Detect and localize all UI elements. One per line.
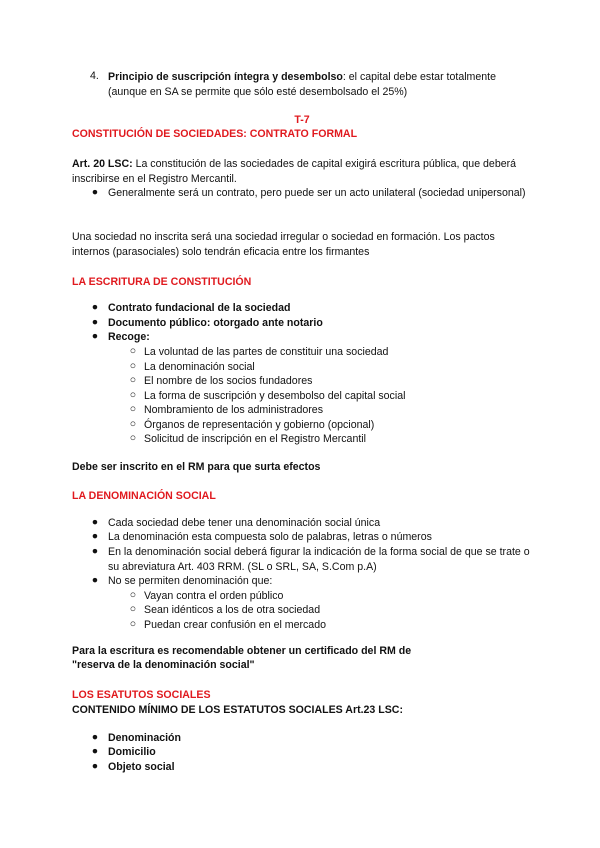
sub-list-item [128, 389, 528, 404]
sub-list-item-text: Nombramiento de los administradores [144, 404, 323, 416]
bullet-icon: ● [91, 745, 99, 757]
sub-list-item [128, 403, 528, 418]
topic-label: T-7 [294, 114, 310, 126]
sub-list-item-text: Órganos de representación y gobierno (opcional) [144, 419, 375, 431]
sub-list-item [128, 432, 528, 447]
sub-list-item [128, 603, 528, 618]
section-heading-denominacion: LA DENOMINACIÓN SOCIAL [72, 490, 216, 502]
sub-list-item [128, 374, 528, 389]
bullet-icon: ● [91, 330, 99, 342]
list-item [90, 186, 530, 201]
list-item-text: Generalmente será un contrato, pero puede ser un acto unilateral (sociedad unipersonal) [108, 187, 526, 199]
art20-label: Art. 20 LSC: [72, 158, 133, 170]
list-item-text: Domicilio [108, 746, 156, 758]
circle-bullet-icon: ○ [129, 603, 137, 615]
numbered-item-4 [90, 70, 530, 99]
certificate-note-line-1: Para la escritura es recomendable obtener un certificado del RM de [72, 645, 412, 657]
bullet-icon: ● [91, 530, 99, 542]
list-item-text: Recoge: [108, 331, 150, 343]
bullet-icon: ● [91, 574, 99, 586]
list-item-text: En la denominación social deberá figurar la indicación de la forma social de que se trate o su abreviatura Art. 403 RRM. (SL o SRL, SA, S.Com p.A) [108, 546, 530, 573]
sub-list-item-text: La denominación social [144, 361, 255, 373]
sub-list-item [128, 618, 528, 633]
irregular-society-paragraph: Una sociedad no inscrita será una sociedad irregular o sociedad en formación. Los pactos internos (parasociales) solo tendrán eficacia entre los firmantes [72, 231, 495, 258]
list-item-text: La denominación esta compuesta solo de palabras, letras o números [108, 531, 432, 543]
item-title: Principio de suscripción íntegra y desembolso [108, 71, 343, 83]
sub-list-item-text: La forma de suscripción y desembolso del capital social [144, 390, 406, 402]
list-item-text: Cada sociedad debe tener una denominación social única [108, 517, 381, 529]
bullet-icon: ● [91, 316, 99, 328]
item-number: 4. [90, 70, 99, 82]
sub-list-item [128, 360, 528, 375]
bullet-icon: ● [91, 760, 99, 772]
circle-bullet-icon: ○ [129, 589, 137, 601]
section-heading-estatutos: LOS ESATUTOS SOCIALES [72, 689, 211, 701]
list-item-text: Documento público: otorgado ante notario [108, 317, 323, 329]
registration-note: Debe ser inscrito en el RM para que surta efectos [72, 461, 321, 473]
list-item [90, 516, 530, 531]
sub-list-item [128, 589, 528, 604]
bullet-icon: ● [91, 545, 99, 557]
list-item [90, 731, 530, 746]
list-item-text: Denominación [108, 732, 181, 744]
bullet-icon: ● [91, 301, 99, 313]
estatutos-subheading: CONTENIDO MÍNIMO DE LOS ESTATUTOS SOCIALES Art.23 LSC: [72, 704, 403, 716]
bullet-icon: ● [91, 731, 99, 743]
sub-list-item-text: Sean idénticos a los de otra sociedad [144, 604, 321, 616]
circle-bullet-icon: ○ [129, 418, 137, 430]
list-item [90, 330, 530, 345]
circle-bullet-icon: ○ [129, 374, 137, 386]
bullet-icon: ● [91, 516, 99, 528]
item-body: : el capital debe estar totalmente (aunque en SA se permite que sólo esté desembolsado el 25%) [108, 71, 497, 98]
list-item-text: No se permiten denominación que: [108, 575, 273, 587]
art20-text: La constitución de las sociedades de capital exigirá escritura pública, que deberá inscribirse en el Registro Mercantil. [72, 158, 517, 185]
list-item [90, 545, 530, 574]
sub-list-item [128, 418, 528, 433]
sub-list-item-text: El nombre de los socios fundadores [144, 375, 313, 387]
bullet-icon: ● [91, 186, 99, 198]
sub-list-item [128, 345, 528, 360]
sub-list-item-text: Vayan contra el orden público [144, 590, 284, 602]
circle-bullet-icon: ○ [129, 432, 137, 444]
circle-bullet-icon: ○ [129, 345, 137, 357]
section-heading-escritura: LA ESCRITURA DE CONSTITUCIÓN [72, 276, 252, 288]
certificate-note-line-2: "reserva de la denominación social" [72, 659, 255, 671]
list-item-text: Contrato fundacional de la sociedad [108, 302, 291, 314]
art20-paragraph [72, 157, 532, 186]
list-item [90, 316, 530, 331]
sub-list-item-text: Puedan crear confusión en el mercado [144, 619, 326, 631]
list-item [90, 574, 530, 589]
list-item-text: Objeto social [108, 761, 175, 773]
sub-list-item-text: Solicitud de inscripción en el Registro Mercantil [144, 433, 366, 445]
circle-bullet-icon: ○ [129, 618, 137, 630]
item-text [108, 70, 530, 99]
circle-bullet-icon: ○ [129, 403, 137, 415]
circle-bullet-icon: ○ [129, 360, 137, 372]
list-item [90, 760, 530, 775]
list-item [90, 530, 530, 545]
circle-bullet-icon: ○ [129, 389, 137, 401]
sub-list-item-text: La voluntad de las partes de constituir una sociedad [144, 346, 389, 358]
list-item [90, 745, 530, 760]
list-item [90, 301, 530, 316]
section-heading-constitucion: CONSTITUCIÓN DE SOCIEDADES: CONTRATO FORMAL [72, 128, 358, 140]
